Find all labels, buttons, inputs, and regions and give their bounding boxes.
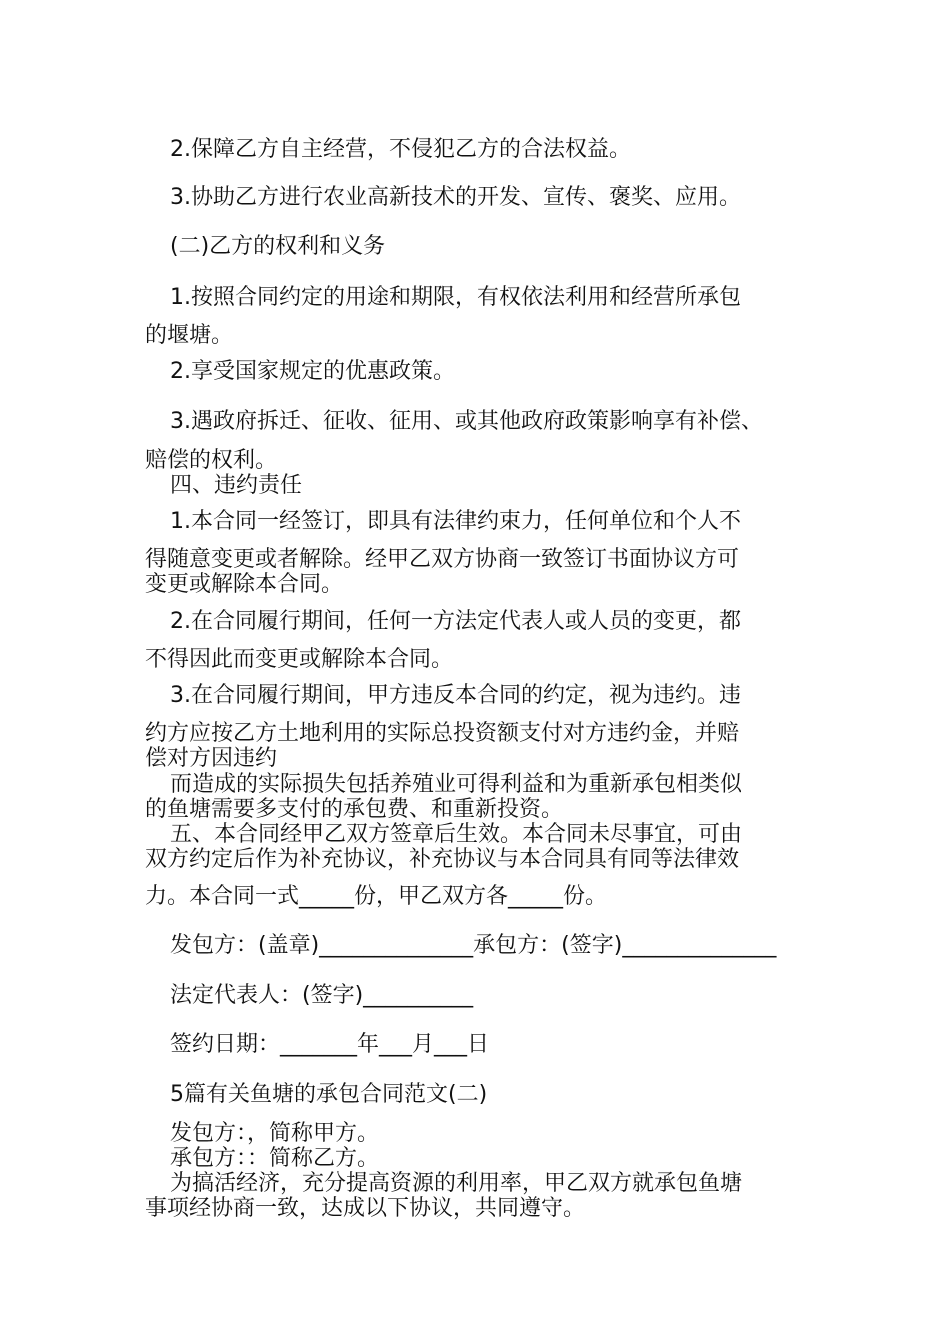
signature-line-representative: 法定代表人：(签字)__________: [170, 983, 474, 1008]
text-line: 赔偿的权利。: [145, 448, 278, 473]
text-line: 力。本合同一式_____份，甲乙双方各_____份。: [145, 884, 608, 909]
text-line: 1.按照合同约定的用途和期限，有权依法利用和经营所承包: [170, 285, 741, 310]
text-line: 3.协助乙方进行农业高新技术的开发、宣传、褒奖、应用。: [170, 185, 741, 210]
text-line: 而造成的实际损失包括养殖业可得利益和为重新承包相类似: [170, 772, 743, 797]
text-line: 不得因此而变更或解除本合同。: [145, 647, 454, 672]
text-line: 2.在合同履行期间，任何一方法定代表人或人员的变更，都: [170, 609, 741, 634]
signing-date-line: 签约日期：_______年___月___日: [170, 1032, 490, 1057]
text-line: 承包方：：简称乙方。: [170, 1146, 380, 1171]
text-line: 五、本合同经甲乙双方签章后生效。本合同未尽事宜，可由: [170, 822, 743, 847]
section-heading: (二)乙方的权利和义务: [170, 234, 386, 259]
text-line: 为搞活经济，充分提高资源的利用率，甲乙双方就承包鱼塘: [170, 1171, 743, 1196]
text-line: 3.遇政府拆迁、征收、征用、或其他政府政策影响享有补偿、: [170, 409, 763, 434]
text-line: 2.享受国家规定的优惠政策。: [170, 359, 455, 384]
signature-line-parties: 发包方：(盖章)______________承包方：(签字)______________: [170, 933, 777, 958]
section-heading: 5篇有关鱼塘的承包合同范文(二): [170, 1082, 488, 1107]
text-line: 发包方：，简称甲方。: [170, 1121, 380, 1146]
text-line: 偿对方因违约: [145, 746, 278, 771]
text-line: 3.在合同履行期间，甲方违反本合同的约定，视为违约。违: [170, 683, 741, 708]
text-line: 得随意变更或者解除。经甲乙双方协商一致签订书面协议方可: [145, 547, 740, 572]
text-line: 的鱼塘需要多支付的承包费、和重新投资。: [145, 797, 564, 822]
text-line: 1.本合同一经签订，即具有法律约束力，任何单位和个人不: [170, 509, 741, 534]
text-line: 的堰塘。: [145, 323, 234, 348]
text-line: 约方应按乙方土地利用的实际总投资额支付对方违约金，并赔: [145, 721, 740, 746]
section-heading: 四、违约责任: [170, 473, 303, 498]
text-line: 变更或解除本合同。: [145, 572, 344, 597]
text-line: 2.保障乙方自主经营，不侵犯乙方的合法权益。: [170, 137, 631, 162]
text-line: 双方约定后作为补充协议，补充协议与本合同具有同等法律效: [145, 847, 740, 872]
text-line: 事项经协商一致，达成以下协议，共同遵守。: [145, 1196, 586, 1221]
